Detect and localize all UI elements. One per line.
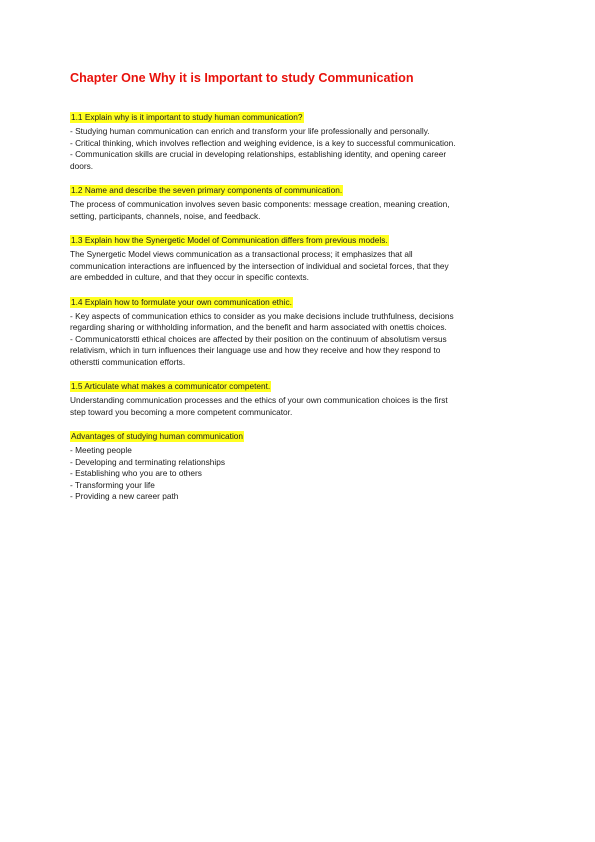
text-line: regarding sharing or withholding information, and the benefit and harm associated with onettis choices.: [70, 322, 447, 332]
section-1-1: [70, 107, 530, 172]
text-line: - Critical thinking, which involves reflection and weighing evidence, is a key to successful communication.: [70, 137, 456, 148]
text-line: step toward you becoming a more competent communicator.: [70, 406, 293, 417]
advantages-list: [70, 445, 530, 503]
text-line: doors.: [70, 160, 94, 171]
text-line: The process of communication involves seven basic components: message creation, meaning creation,: [70, 199, 450, 209]
section-heading: 1.4 Explain how to formulate your own communication ethic.: [71, 296, 292, 307]
section-body: [70, 395, 530, 418]
section-advantages: [70, 426, 530, 503]
document-page: [70, 70, 530, 511]
chapter-title: Chapter One Why it is Important to study Communication: [70, 71, 414, 85]
section-heading: 1.5 Articulate what makes a communicator competent.: [71, 381, 271, 391]
list-item: - Providing a new career path: [70, 491, 179, 501]
section-1-3: [70, 230, 530, 284]
section-heading: 1.1 Explain why is it important to study human communication?: [71, 112, 303, 122]
section-heading: 1.2 Name and describe the seven primary components of communication.: [71, 185, 343, 195]
text-line: - Communication skills are crucial in developing relationships, establishing identity, and opening career: [70, 149, 447, 159]
text-line: otherstti communication efforts.: [70, 356, 186, 367]
section-body: [70, 249, 530, 284]
section-body: [70, 311, 530, 369]
list-item: - Transforming your life: [70, 479, 155, 490]
section-body: [70, 126, 530, 172]
section-heading: Advantages of studying human communication: [71, 431, 244, 441]
text-line: communication interactions are influenced by the intersection of individual and societal forces, that they: [70, 260, 449, 271]
text-line: - Studying human communication can enrich and transform your life professionally and personally.: [70, 126, 430, 136]
text-line: - Key aspects of communication ethics to consider as you make decisions include truthfulness, decisions: [70, 310, 454, 321]
section-heading: 1.3 Explain how the Synergetic Model of Communication differs from previous models.: [71, 235, 388, 245]
text-line: - Communicatorstti ethical choices are affected by their position on the continuum of absolutism versus: [70, 333, 447, 344]
section-1-2: [70, 180, 530, 222]
text-line: relativism, which in turn influences their language use and how they receive and how they respond to: [70, 345, 441, 355]
list-item: - Establishing who you are to others: [70, 468, 202, 478]
text-line: setting, participants, channels, noise, and feedback.: [70, 210, 261, 221]
list-item: - Meeting people: [70, 445, 132, 455]
text-line: Understanding communication processes and the ethics of your own communication choices is the first: [70, 395, 448, 405]
section-body: [70, 199, 530, 222]
text-line: The Synergetic Model views communication as a transactional process; it emphasizes that all: [70, 249, 413, 259]
list-item: - Developing and terminating relationships: [70, 456, 225, 467]
section-1-4: [70, 292, 530, 369]
text-line: are embedded in culture, and that they occur in specific contexts.: [70, 272, 309, 282]
section-1-5: [70, 376, 530, 418]
